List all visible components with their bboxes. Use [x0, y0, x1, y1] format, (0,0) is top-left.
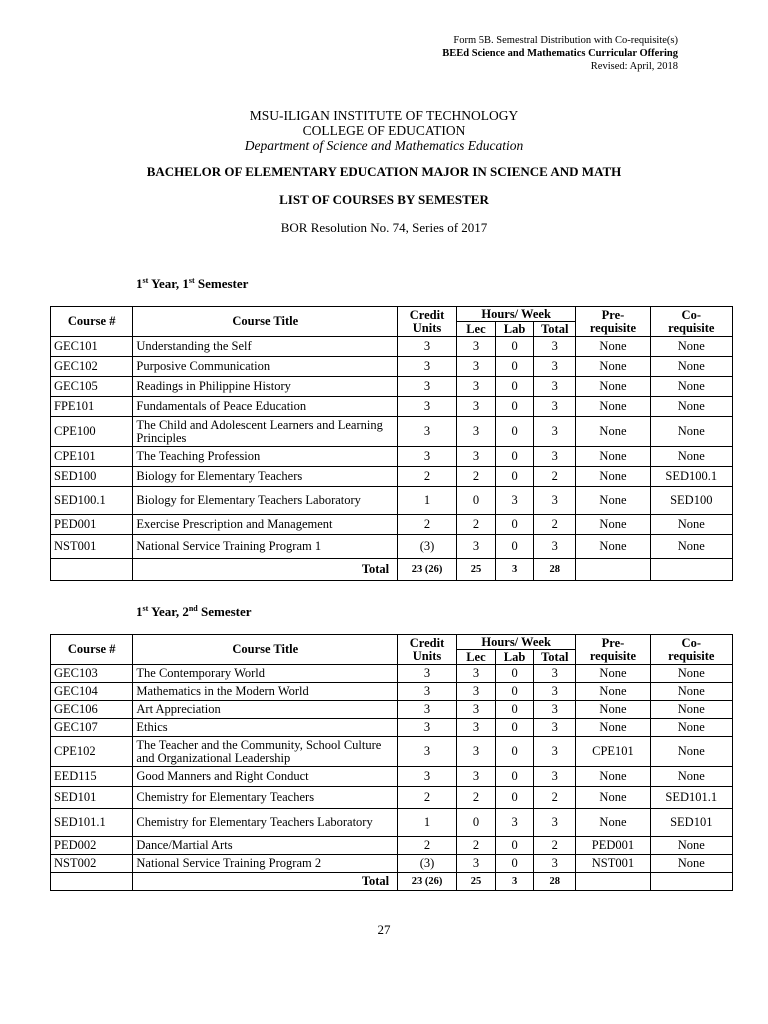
header-coreq-line2: requisite [668, 648, 715, 663]
cell-lab: 0 [496, 357, 534, 377]
cell-lab: 3 [496, 809, 534, 837]
cell-lab: 0 [496, 665, 534, 683]
table-row [51, 737, 733, 767]
cell-coreq: None [650, 719, 732, 737]
course-table [50, 634, 733, 891]
cell-title: The Teaching Profession [133, 447, 398, 467]
cell-lec: 0 [456, 809, 495, 837]
table-row [51, 417, 733, 447]
table-row [51, 787, 733, 809]
cell-coreq: None [650, 737, 732, 767]
cell-lec: 3 [456, 855, 495, 873]
year-number: 1 [136, 604, 143, 619]
year-suffix: st [142, 276, 149, 285]
cell-title: Good Manners and Right Conduct [133, 767, 398, 787]
cell-code: CPE102 [51, 737, 133, 767]
form-line-1: Form 5B. Semestral Distribution with Co-requisite(s) [453, 35, 678, 46]
cell-coreq: None [650, 665, 732, 683]
college-name: COLLEGE OF EDUCATION [302, 123, 466, 138]
header-lab: Lab [496, 650, 534, 665]
cell-coreq: None [650, 397, 732, 417]
header-lab: Lab [496, 322, 534, 337]
header-credit-line1: Credit [409, 635, 445, 650]
header-prereq-line1: Pre- [601, 307, 625, 322]
header-total: Total [534, 650, 576, 665]
cell-coreq: SED101.1 [650, 787, 732, 809]
institution-block [0, 108, 768, 153]
cell-units: 3 [398, 719, 457, 737]
semester-suffix: st [188, 276, 195, 285]
header-course-title: Course Title [133, 307, 398, 337]
semester-title [136, 276, 248, 292]
cell-units: 2 [398, 787, 457, 809]
semester-suffix: nd [188, 604, 198, 613]
cell-lec: 3 [456, 719, 495, 737]
header-corequisite [650, 635, 732, 665]
header-course-no: Course # [51, 635, 133, 665]
cell-total: 3 [534, 535, 576, 559]
cell-total: 3 [534, 809, 576, 837]
semester-word: Semester [197, 276, 249, 291]
cell-lab: 0 [496, 337, 534, 357]
cell-code: NST001 [51, 535, 133, 559]
department-name: Department of Science and Mathematics Education [244, 138, 524, 153]
empty-cell [51, 559, 133, 581]
cell-lab: 0 [496, 377, 534, 397]
cell-code: GEC103 [51, 665, 133, 683]
cell-lec: 2 [456, 467, 495, 487]
page-number: 27 [377, 922, 391, 937]
table-row [51, 447, 733, 467]
header-hours-week: Hours/ Week [456, 635, 576, 650]
cell-coreq: None [650, 447, 732, 467]
cell-units: 2 [398, 515, 457, 535]
cell-prereq: NST001 [576, 855, 650, 873]
cell-prereq: CPE101 [576, 737, 650, 767]
header-prereq-line1: Pre- [601, 635, 625, 650]
cell-lec: 3 [456, 377, 495, 397]
table-row [51, 701, 733, 719]
header-credit-line1: Credit [409, 307, 445, 322]
cell-prereq: None [576, 337, 650, 357]
cell-lec: 3 [456, 357, 495, 377]
cell-units: 3 [398, 397, 457, 417]
cell-lab: 0 [496, 417, 534, 447]
cell-lec: 3 [456, 701, 495, 719]
cell-title: National Service Training Program 2 [133, 855, 398, 873]
cell-total: 3 [534, 357, 576, 377]
cell-coreq: None [650, 357, 732, 377]
cell-prereq: None [576, 467, 650, 487]
year-suffix: st [142, 604, 149, 613]
cell-prereq: None [576, 487, 650, 515]
header-coreq-line1: Co- [681, 635, 701, 650]
header-prerequisite [576, 307, 650, 337]
cell-total: 3 [534, 701, 576, 719]
table-row [51, 719, 733, 737]
cell-total: 3 [534, 377, 576, 397]
cell-lec: 3 [456, 417, 495, 447]
cell-prereq: None [576, 767, 650, 787]
table-row [51, 837, 733, 855]
cell-lec: 0 [456, 487, 495, 515]
cell-code: SED100 [51, 467, 133, 487]
cell-code: CPE101 [51, 447, 133, 467]
table-row [51, 855, 733, 873]
cell-coreq: None [650, 683, 732, 701]
semester-number: 1 [182, 276, 189, 291]
cell-code: GEC102 [51, 357, 133, 377]
header-prerequisite [576, 635, 650, 665]
cell-prereq: None [576, 397, 650, 417]
cell-lec: 3 [456, 683, 495, 701]
cell-code: GEC105 [51, 377, 133, 397]
cell-prereq: None [576, 683, 650, 701]
header-lec: Lec [456, 650, 495, 665]
cell-total: 3 [534, 487, 576, 515]
cell-total: 3 [534, 767, 576, 787]
cell-lab: 0 [496, 683, 534, 701]
cell-units: 3 [398, 683, 457, 701]
cell-coreq: None [650, 417, 732, 447]
cell-units: (3) [398, 535, 457, 559]
header-hours-week: Hours/ Week [456, 307, 576, 322]
cell-lab: 0 [496, 837, 534, 855]
total-row [51, 559, 733, 581]
cell-code: PED001 [51, 515, 133, 535]
cell-title: The Teacher and the Community, School Culture and Organizational Leadership [133, 737, 398, 767]
cell-units: 3 [398, 357, 457, 377]
cell-lec: 3 [456, 767, 495, 787]
cell-coreq: SED101 [650, 809, 732, 837]
cell-total: 3 [534, 855, 576, 873]
header-corequisite [650, 307, 732, 337]
cell-units: 1 [398, 809, 457, 837]
cell-units: 3 [398, 737, 457, 767]
cell-title: Exercise Prescription and Management [133, 515, 398, 535]
cell-code: EED115 [51, 767, 133, 787]
cell-lec: 3 [456, 397, 495, 417]
total-label: Total [133, 873, 398, 891]
header-total: Total [534, 322, 576, 337]
cell-coreq: None [650, 337, 732, 357]
program-title: BACHELOR OF ELEMENTARY EDUCATION MAJOR IN SCIENCE AND MATH [146, 164, 622, 179]
header-lec: Lec [456, 322, 495, 337]
total-lec: 25 [456, 873, 495, 891]
header-prereq-line2: requisite [589, 320, 637, 335]
form-line-2: BEEd Science and Mathematics Curricular Offering [442, 48, 678, 59]
total-units: 23 (26) [398, 873, 457, 891]
empty-cell [576, 559, 650, 581]
header-credit-units [398, 635, 457, 665]
cell-title: Understanding the Self [133, 337, 398, 357]
cell-coreq: SED100 [650, 487, 732, 515]
cell-lec: 2 [456, 515, 495, 535]
cell-title: Art Appreciation [133, 701, 398, 719]
cell-lec: 2 [456, 837, 495, 855]
table-row [51, 357, 733, 377]
cell-units: 3 [398, 767, 457, 787]
cell-total: 3 [534, 737, 576, 767]
total-hours: 28 [534, 559, 576, 581]
cell-code: SED101 [51, 787, 133, 809]
cell-total: 2 [534, 515, 576, 535]
cell-units: 1 [398, 487, 457, 515]
cell-coreq: None [650, 837, 732, 855]
cell-total: 2 [534, 837, 576, 855]
cell-title: Dance/Martial Arts [133, 837, 398, 855]
cell-title: Chemistry for Elementary Teachers [133, 787, 398, 809]
cell-title: Fundamentals of Peace Education [133, 397, 398, 417]
resolution-text: BOR Resolution No. 74, Series of 2017 [280, 220, 488, 235]
form-line-3: Revised: April, 2018 [590, 61, 678, 72]
cell-coreq: None [650, 701, 732, 719]
cell-title: Biology for Elementary Teachers Laboratory [133, 487, 398, 515]
cell-units: (3) [398, 855, 457, 873]
form-header [442, 34, 678, 73]
cell-title: Chemistry for Elementary Teachers Laboratory [133, 809, 398, 837]
table-row [51, 467, 733, 487]
cell-code: PED002 [51, 837, 133, 855]
empty-cell [650, 559, 732, 581]
cell-code: SED100.1 [51, 487, 133, 515]
cell-lab: 3 [496, 487, 534, 515]
empty-cell [650, 873, 732, 891]
header-credit-units [398, 307, 457, 337]
table-row [51, 487, 733, 515]
cell-lec: 3 [456, 665, 495, 683]
cell-title: Ethics [133, 719, 398, 737]
cell-code: GEC101 [51, 337, 133, 357]
cell-total: 3 [534, 417, 576, 447]
empty-cell [51, 873, 133, 891]
cell-lab: 0 [496, 701, 534, 719]
total-lab: 3 [496, 559, 534, 581]
cell-prereq: PED001 [576, 837, 650, 855]
cell-units: 3 [398, 417, 457, 447]
header-credit-line2: Units [412, 648, 442, 663]
cell-total: 3 [534, 397, 576, 417]
institution-name: MSU-ILIGAN INSTITUTE OF TECHNOLOGY [249, 108, 519, 123]
cell-total: 3 [534, 447, 576, 467]
year-word: Year, [151, 604, 183, 619]
header-credit-line2: Units [412, 320, 442, 335]
cell-title: Purposive Communication [133, 357, 398, 377]
header-coreq-line1: Co- [681, 307, 701, 322]
table-row [51, 515, 733, 535]
table-row [51, 397, 733, 417]
year-number: 1 [136, 276, 143, 291]
cell-prereq: None [576, 377, 650, 397]
cell-title: Readings in Philippine History [133, 377, 398, 397]
cell-lab: 0 [496, 719, 534, 737]
cell-prereq: None [576, 665, 650, 683]
cell-prereq: None [576, 719, 650, 737]
header-course-no: Course # [51, 307, 133, 337]
total-units: 23 (26) [398, 559, 457, 581]
cell-units: 2 [398, 467, 457, 487]
cell-prereq: None [576, 417, 650, 447]
cell-prereq: None [576, 809, 650, 837]
cell-coreq: None [650, 855, 732, 873]
cell-code: CPE100 [51, 417, 133, 447]
cell-total: 3 [534, 719, 576, 737]
cell-coreq: SED100.1 [650, 467, 732, 487]
cell-code: GEC104 [51, 683, 133, 701]
header-prereq-line2: requisite [589, 648, 637, 663]
course-table [50, 306, 733, 581]
cell-coreq: None [650, 535, 732, 559]
cell-lab: 0 [496, 397, 534, 417]
cell-code: NST002 [51, 855, 133, 873]
table-row [51, 535, 733, 559]
cell-units: 2 [398, 837, 457, 855]
cell-lab: 0 [496, 447, 534, 467]
cell-lec: 3 [456, 737, 495, 767]
cell-coreq: None [650, 377, 732, 397]
cell-lab: 0 [496, 737, 534, 767]
cell-lab: 0 [496, 515, 534, 535]
table-row [51, 683, 733, 701]
table-row [51, 767, 733, 787]
cell-title: The Contemporary World [133, 665, 398, 683]
cell-coreq: None [650, 515, 732, 535]
cell-prereq: None [576, 701, 650, 719]
cell-units: 3 [398, 447, 457, 467]
total-row [51, 873, 733, 891]
cell-total: 2 [534, 787, 576, 809]
cell-title: National Service Training Program 1 [133, 535, 398, 559]
cell-code: GEC106 [51, 701, 133, 719]
cell-lec: 3 [456, 337, 495, 357]
semester-number: 2 [182, 604, 189, 619]
cell-prereq: None [576, 515, 650, 535]
empty-cell [576, 873, 650, 891]
cell-prereq: None [576, 357, 650, 377]
cell-lab: 0 [496, 467, 534, 487]
semester-title [136, 604, 252, 620]
table-row [51, 665, 733, 683]
table-row [51, 337, 733, 357]
cell-total: 3 [534, 683, 576, 701]
header-course-title: Course Title [133, 635, 398, 665]
cell-title: Biology for Elementary Teachers [133, 467, 398, 487]
list-title: LIST OF COURSES BY SEMESTER [279, 192, 489, 207]
cell-prereq: None [576, 447, 650, 467]
header-coreq-line2: requisite [668, 320, 715, 335]
total-label: Total [133, 559, 398, 581]
cell-title: The Child and Adolescent Learners and Learning Principles [133, 417, 398, 447]
cell-lab: 0 [496, 535, 534, 559]
cell-prereq: None [576, 535, 650, 559]
semester-word: Semester [201, 604, 252, 619]
year-word: Year, [151, 276, 183, 291]
cell-total: 3 [534, 337, 576, 357]
cell-units: 3 [398, 701, 457, 719]
table-row [51, 377, 733, 397]
cell-lab: 0 [496, 787, 534, 809]
cell-lec: 3 [456, 447, 495, 467]
cell-code: GEC107 [51, 719, 133, 737]
cell-code: SED101.1 [51, 809, 133, 837]
cell-lab: 0 [496, 855, 534, 873]
cell-lab: 0 [496, 767, 534, 787]
cell-code: FPE101 [51, 397, 133, 417]
cell-units: 3 [398, 377, 457, 397]
cell-total: 3 [534, 665, 576, 683]
total-lab: 3 [496, 873, 534, 891]
total-hours: 28 [534, 873, 576, 891]
total-lec: 25 [456, 559, 495, 581]
cell-prereq: None [576, 787, 650, 809]
cell-coreq: None [650, 767, 732, 787]
cell-lec: 2 [456, 787, 495, 809]
cell-total: 2 [534, 467, 576, 487]
cell-lec: 3 [456, 535, 495, 559]
table-row [51, 809, 733, 837]
cell-title: Mathematics in the Modern World [133, 683, 398, 701]
cell-units: 3 [398, 337, 457, 357]
cell-units: 3 [398, 665, 457, 683]
